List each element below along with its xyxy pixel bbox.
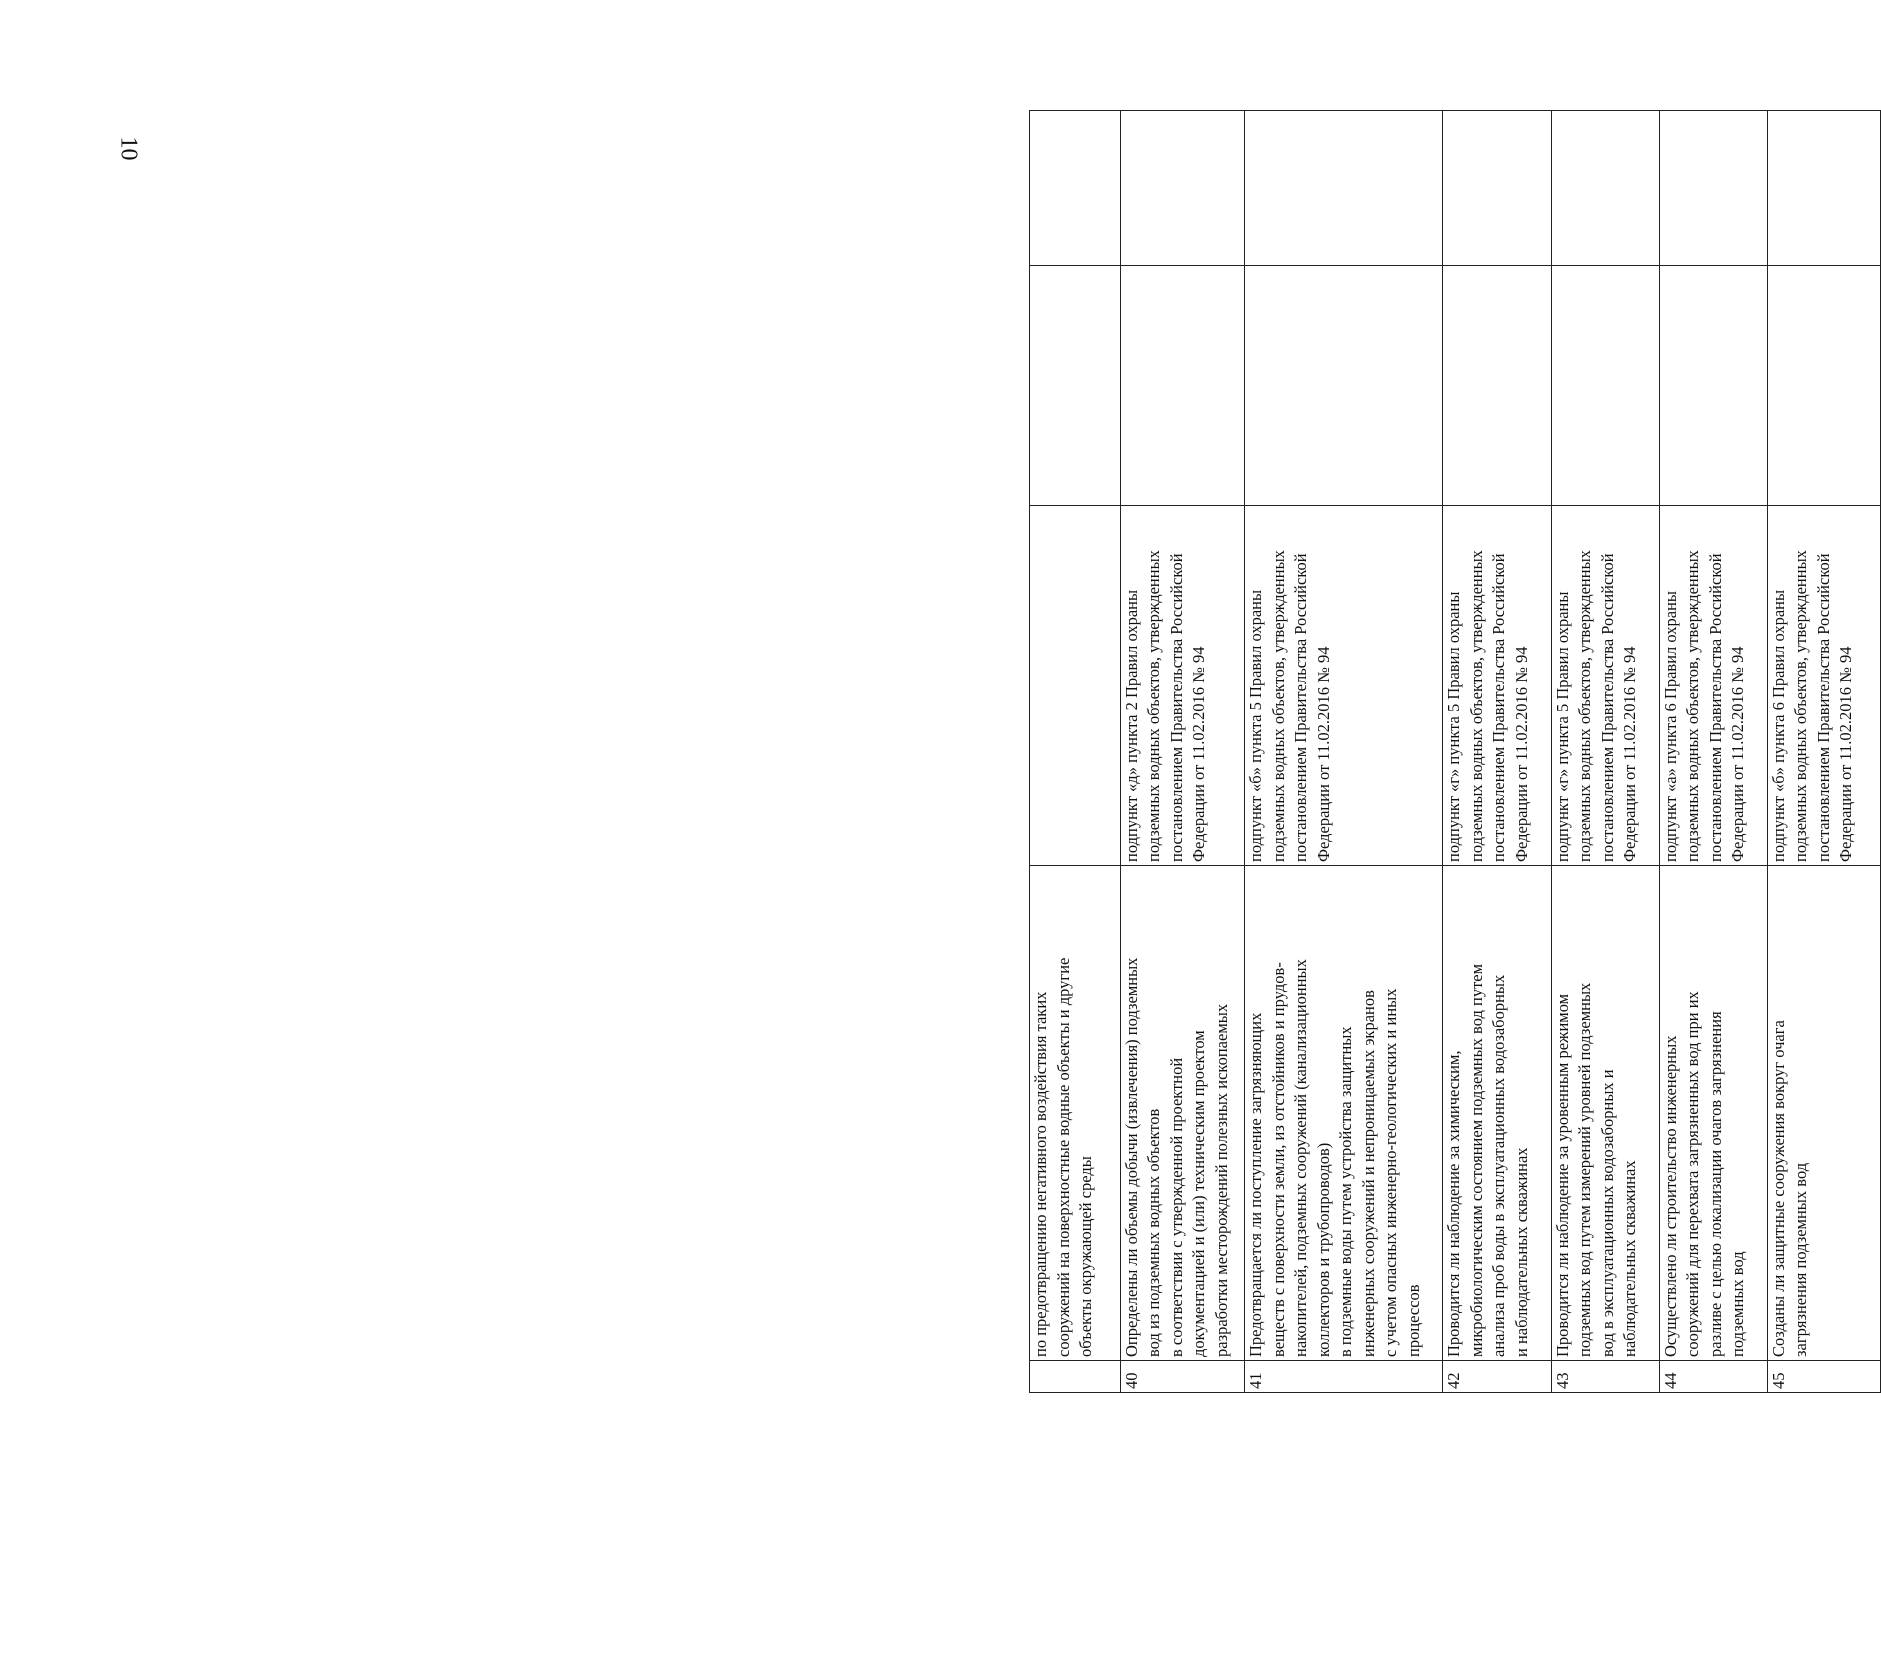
table-row — [1120, 111, 1244, 1393]
table-row — [1767, 111, 1880, 1393]
row-number-cell — [1030, 1361, 1121, 1393]
answer-cell — [1443, 266, 1551, 506]
answer-cell — [1767, 266, 1880, 506]
table-row — [1030, 111, 1121, 1393]
question-cell: Проводится ли наблюдение за химическим, микробиологическим состоянием подземных вод путем анализа проб воды в эксплуатационных водозаборных и наблюдательных скважинах — [1443, 866, 1551, 1361]
table-row — [1659, 111, 1767, 1393]
question-cell: Созданы ли защитные сооружения вокруг очага загрязнения подземных вод — [1767, 866, 1880, 1361]
reference-cell — [1030, 506, 1121, 866]
question-cell: Определены ли объемы добычи (извлечения) подземных вод из подземных водных объектов в соответствии с утвержденной проектной документацией и (или) техническим проектом разработки месторождений полезных ископаемых — [1120, 866, 1244, 1361]
table-row — [1551, 111, 1659, 1393]
page-number: 10 — [115, 136, 142, 161]
question-cell: Предотвращается ли поступление загрязняющих веществ с поверхности земли, из отстойников и прудов- накопителей, подземных сооружений (канализационных коллекторов и трубопроводов) в подземные воды путем устройства защитных инженерных сооружений и непроницаемых экранов с учетом опасных инженерно-геологических и иных процессов — [1245, 866, 1443, 1361]
checklist-table — [1029, 110, 1881, 1393]
row-number-cell: 44 — [1659, 1361, 1767, 1393]
note-cell — [1659, 111, 1767, 266]
checklist-table-wrapper — [1029, 111, 1881, 1393]
reference-cell: подпункт «а» пункта 6 Правил охраны подземных водных объектов, утвержденных постановлением Правительства Российской Федерации от 11.02.2016 № 94 — [1659, 506, 1767, 866]
answer-cell — [1030, 266, 1121, 506]
reference-cell: подпункт «г» пункта 5 Правил охраны подземных водных объектов, утвержденных постановлением Правительства Российской Федерации от 11.02.2016 № 94 — [1443, 506, 1551, 866]
question-cell: по предотвращению негативного воздействия таких сооружений на поверхностные водные объекты и другие объекты окружающей среды — [1030, 866, 1121, 1361]
row-number-cell: 40 — [1120, 1361, 1244, 1393]
row-number-cell: 45 — [1767, 1361, 1880, 1393]
note-cell — [1551, 111, 1659, 266]
note-cell — [1245, 111, 1443, 266]
row-number-cell: 43 — [1551, 1361, 1659, 1393]
answer-cell — [1245, 266, 1443, 506]
reference-cell: подпункт «б» пункта 6 Правил охраны подземных водных объектов, утвержденных постановлением Правительства Российской Федерации от 11.02.2016 № 94 — [1767, 506, 1880, 866]
question-cell: Проводится ли наблюдение за уровенным режимом подземных вод путем измерений уровней подземных вод в эксплуатационных водозаборных и наблюдательных скважинах — [1551, 866, 1659, 1361]
note-cell — [1030, 111, 1121, 266]
note-cell — [1767, 111, 1880, 266]
note-cell — [1120, 111, 1244, 266]
reference-cell: подпункт «б» пункта 5 Правил охраны подземных водных объектов, утвержденных постановлением Правительства Российской Федерации от 11.02.2016 № 94 — [1245, 506, 1443, 866]
table-row — [1443, 111, 1551, 1393]
note-cell — [1443, 111, 1551, 266]
table-row — [1245, 111, 1443, 1393]
answer-cell — [1120, 266, 1244, 506]
reference-cell: подпункт «д» пункта 2 Правил охраны подземных водных объектов, утвержденных постановлением Правительства Российской Федерации от 11.02.2016 № 94 — [1120, 506, 1244, 866]
reference-cell: подпункт «г» пункта 5 Правил охраны подземных водных объектов, утвержденных постановлением Правительства Российской Федерации от 11.02.2016 № 94 — [1551, 506, 1659, 866]
row-number-cell: 41 — [1245, 1361, 1443, 1393]
row-number-cell: 42 — [1443, 1361, 1551, 1393]
answer-cell — [1551, 266, 1659, 506]
answer-cell — [1659, 266, 1767, 506]
question-cell: Осуществлено ли строительство инженерных сооружений для перехвата загрязненных вод при их разливе с целью локализации очагов загрязнения подземных вод — [1659, 866, 1767, 1361]
